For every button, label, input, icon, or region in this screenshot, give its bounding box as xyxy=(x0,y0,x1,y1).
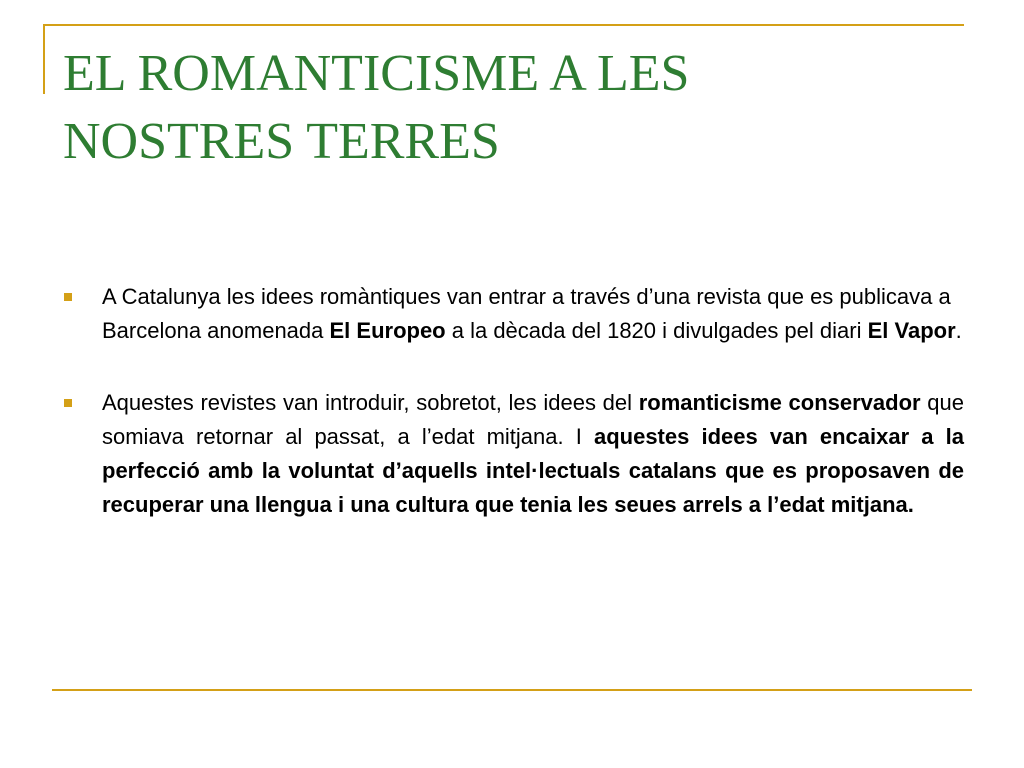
bullet-1-segment-5: . xyxy=(955,318,962,343)
bullet-item-1 xyxy=(62,280,964,348)
bullet-2-segment-3: que somiava retornar al passat, a l’edat mitjana. I xyxy=(102,390,964,449)
bullet-2-bold-conclusion: aquestes idees van encaixar a la perfecció amb la voluntat d’aquells intel·lectuals catalans que es proposaven de recuperar una llengua i una cultura que tenia les seues arrels a l’edat mitjana. xyxy=(102,424,964,517)
bullet-1-bold-el-europeo: El Europeo xyxy=(329,318,446,343)
bottom-accent-line xyxy=(52,689,972,691)
square-bullet-icon xyxy=(64,293,72,301)
bullet-1-segment-1: A Catalunya les idees romàntiques van entrar a través d’una revista que es publicava a Barcelona anomenada xyxy=(102,284,951,343)
bullet-1-text xyxy=(102,284,962,343)
slide-title xyxy=(63,40,963,176)
left-accent-line xyxy=(43,24,45,94)
title-line-1: EL ROMANTICISME A LES xyxy=(63,45,690,102)
bullet-2-bold-romanticisme-conservador: romanticisme conservador xyxy=(638,390,921,415)
top-accent-line xyxy=(44,24,964,26)
square-bullet-icon xyxy=(64,399,72,407)
title-line-2: NOSTRES TERRES xyxy=(63,113,500,170)
bullet-1-segment-3: a la dècada del 1820 i divulgades pel diari xyxy=(445,318,868,343)
bullet-list xyxy=(62,280,964,522)
bullet-2-segment-1: Aquestes revistes van introduir, sobretot, les idees del xyxy=(102,390,639,415)
bullet-item-2 xyxy=(62,386,964,522)
bullet-1-bold-el-vapor: El Vapor xyxy=(867,318,956,343)
bullet-2-text xyxy=(102,390,964,517)
